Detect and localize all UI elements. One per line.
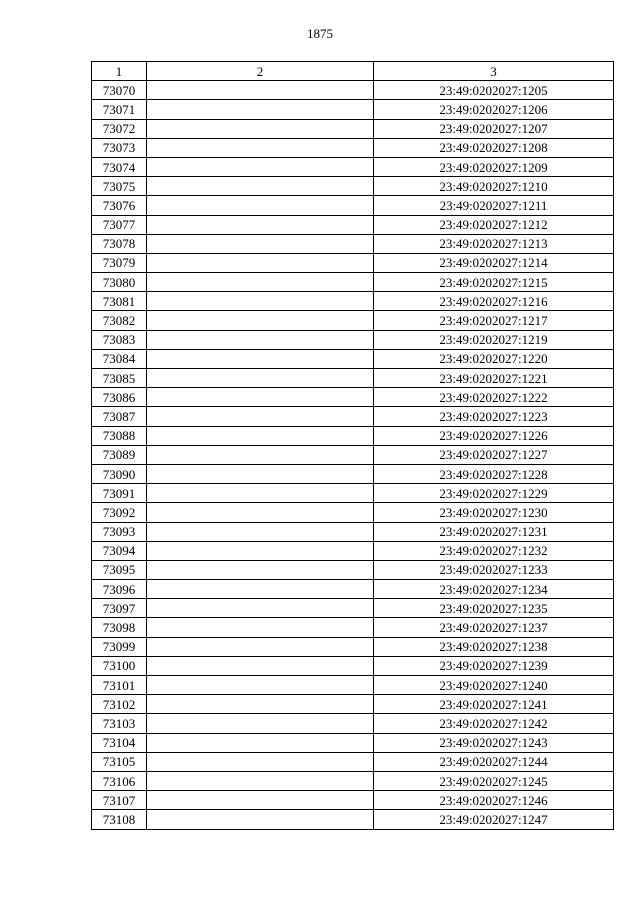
cadastral-number-cell: 23:49:0202027:1227 xyxy=(374,445,614,464)
row-number-cell: 73082 xyxy=(92,311,147,330)
row-number-cell: 73096 xyxy=(92,580,147,599)
row-blank-cell xyxy=(147,676,374,695)
row-blank-cell xyxy=(147,311,374,330)
table-row xyxy=(92,292,614,311)
table-row xyxy=(92,445,614,464)
row-blank-cell xyxy=(147,695,374,714)
table-row xyxy=(92,311,614,330)
table-row xyxy=(92,637,614,656)
row-blank-cell xyxy=(147,196,374,215)
table-row xyxy=(92,234,614,253)
table-row xyxy=(92,100,614,119)
row-number-cell: 73088 xyxy=(92,426,147,445)
table-row xyxy=(92,599,614,618)
table-row xyxy=(92,253,614,272)
table-row xyxy=(92,580,614,599)
table-row xyxy=(92,81,614,100)
row-number-cell: 73095 xyxy=(92,560,147,579)
row-blank-cell xyxy=(147,119,374,138)
cadastral-table xyxy=(91,61,614,830)
row-number-cell: 73077 xyxy=(92,215,147,234)
table-row xyxy=(92,407,614,426)
cadastral-number-cell: 23:49:0202027:1212 xyxy=(374,215,614,234)
table-row xyxy=(92,369,614,388)
page-number: 1875 xyxy=(307,26,333,41)
cadastral-number-cell: 23:49:0202027:1237 xyxy=(374,618,614,637)
row-number-cell: 73093 xyxy=(92,522,147,541)
row-number-cell: 73101 xyxy=(92,676,147,695)
table-row xyxy=(92,503,614,522)
row-number-cell: 73079 xyxy=(92,253,147,272)
row-number-cell: 73080 xyxy=(92,273,147,292)
row-number-cell: 73073 xyxy=(92,138,147,157)
table-row xyxy=(92,714,614,733)
table-row xyxy=(92,464,614,483)
table-row xyxy=(92,656,614,675)
table-row xyxy=(92,215,614,234)
table-row xyxy=(92,541,614,560)
cadastral-number-cell: 23:49:0202027:1244 xyxy=(374,752,614,771)
cadastral-number-cell: 23:49:0202027:1235 xyxy=(374,599,614,618)
cadastral-number-cell: 23:49:0202027:1211 xyxy=(374,196,614,215)
cadastral-number-cell: 23:49:0202027:1240 xyxy=(374,676,614,695)
row-number-cell: 73085 xyxy=(92,369,147,388)
row-blank-cell xyxy=(147,580,374,599)
row-blank-cell xyxy=(147,599,374,618)
row-blank-cell xyxy=(147,426,374,445)
row-number-cell: 73074 xyxy=(92,157,147,176)
row-blank-cell xyxy=(147,541,374,560)
cadastral-number-cell: 23:49:0202027:1209 xyxy=(374,157,614,176)
table-row xyxy=(92,157,614,176)
table-row xyxy=(92,618,614,637)
table-row xyxy=(92,695,614,714)
row-blank-cell xyxy=(147,733,374,752)
row-blank-cell xyxy=(147,445,374,464)
row-number-cell: 73106 xyxy=(92,771,147,790)
cadastral-number-cell: 23:49:0202027:1233 xyxy=(374,560,614,579)
table-row xyxy=(92,119,614,138)
row-number-cell: 73105 xyxy=(92,752,147,771)
row-blank-cell xyxy=(147,330,374,349)
row-number-cell: 73084 xyxy=(92,349,147,368)
cadastral-number-cell: 23:49:0202027:1226 xyxy=(374,426,614,445)
row-number-cell: 73081 xyxy=(92,292,147,311)
cadastral-number-cell: 23:49:0202027:1208 xyxy=(374,138,614,157)
table-row xyxy=(92,810,614,829)
table-row xyxy=(92,138,614,157)
row-number-cell: 73100 xyxy=(92,656,147,675)
table-row xyxy=(92,349,614,368)
cadastral-number-cell: 23:49:0202027:1228 xyxy=(374,464,614,483)
cadastral-number-cell: 23:49:0202027:1243 xyxy=(374,733,614,752)
row-blank-cell xyxy=(147,618,374,637)
row-blank-cell xyxy=(147,273,374,292)
cadastral-number-cell: 23:49:0202027:1219 xyxy=(374,330,614,349)
row-blank-cell xyxy=(147,484,374,503)
cadastral-number-cell: 23:49:0202027:1214 xyxy=(374,253,614,272)
row-blank-cell xyxy=(147,177,374,196)
cadastral-number-cell: 23:49:0202027:1210 xyxy=(374,177,614,196)
cadastral-number-cell: 23:49:0202027:1231 xyxy=(374,522,614,541)
row-blank-cell xyxy=(147,464,374,483)
table-row xyxy=(92,177,614,196)
column-header-2: 2 xyxy=(147,62,374,81)
column-header-1: 1 xyxy=(92,62,147,81)
table-row xyxy=(92,273,614,292)
row-blank-cell xyxy=(147,100,374,119)
cadastral-number-cell: 23:49:0202027:1229 xyxy=(374,484,614,503)
row-blank-cell xyxy=(147,157,374,176)
table-row xyxy=(92,771,614,790)
row-blank-cell xyxy=(147,369,374,388)
table-header-row xyxy=(92,62,614,81)
row-blank-cell xyxy=(147,388,374,407)
cadastral-number-cell: 23:49:0202027:1230 xyxy=(374,503,614,522)
row-number-cell: 73072 xyxy=(92,119,147,138)
table-row xyxy=(92,522,614,541)
table-row xyxy=(92,560,614,579)
row-number-cell: 73098 xyxy=(92,618,147,637)
row-blank-cell xyxy=(147,637,374,656)
cadastral-number-cell: 23:49:0202027:1215 xyxy=(374,273,614,292)
row-blank-cell xyxy=(147,81,374,100)
row-number-cell: 73090 xyxy=(92,464,147,483)
row-number-cell: 73099 xyxy=(92,637,147,656)
row-number-cell: 73089 xyxy=(92,445,147,464)
cadastral-number-cell: 23:49:0202027:1216 xyxy=(374,292,614,311)
cadastral-number-cell: 23:49:0202027:1232 xyxy=(374,541,614,560)
row-blank-cell xyxy=(147,771,374,790)
row-blank-cell xyxy=(147,791,374,810)
row-number-cell: 73076 xyxy=(92,196,147,215)
table-row xyxy=(92,733,614,752)
row-blank-cell xyxy=(147,407,374,426)
row-number-cell: 73078 xyxy=(92,234,147,253)
row-number-cell: 73104 xyxy=(92,733,147,752)
row-blank-cell xyxy=(147,292,374,311)
cadastral-number-cell: 23:49:0202027:1245 xyxy=(374,771,614,790)
table-row xyxy=(92,791,614,810)
row-number-cell: 73086 xyxy=(92,388,147,407)
cadastral-number-cell: 23:49:0202027:1238 xyxy=(374,637,614,656)
cadastral-number-cell: 23:49:0202027:1247 xyxy=(374,810,614,829)
cadastral-number-cell: 23:49:0202027:1222 xyxy=(374,388,614,407)
cadastral-number-cell: 23:49:0202027:1217 xyxy=(374,311,614,330)
cadastral-number-cell: 23:49:0202027:1220 xyxy=(374,349,614,368)
table-row xyxy=(92,426,614,445)
table-body xyxy=(92,81,614,829)
row-number-cell: 73094 xyxy=(92,541,147,560)
row-number-cell: 73102 xyxy=(92,695,147,714)
cadastral-number-cell: 23:49:0202027:1246 xyxy=(374,791,614,810)
cadastral-number-cell: 23:49:0202027:1223 xyxy=(374,407,614,426)
row-number-cell: 73091 xyxy=(92,484,147,503)
row-blank-cell xyxy=(147,522,374,541)
row-blank-cell xyxy=(147,503,374,522)
table-row xyxy=(92,752,614,771)
cadastral-number-cell: 23:49:0202027:1213 xyxy=(374,234,614,253)
table-row xyxy=(92,484,614,503)
row-blank-cell xyxy=(147,752,374,771)
row-number-cell: 73083 xyxy=(92,330,147,349)
cadastral-number-cell: 23:49:0202027:1239 xyxy=(374,656,614,675)
row-number-cell: 73070 xyxy=(92,81,147,100)
row-blank-cell xyxy=(147,253,374,272)
row-number-cell: 73097 xyxy=(92,599,147,618)
row-blank-cell xyxy=(147,234,374,253)
row-blank-cell xyxy=(147,810,374,829)
table-row xyxy=(92,196,614,215)
row-blank-cell xyxy=(147,714,374,733)
column-header-3: 3 xyxy=(374,62,614,81)
row-blank-cell xyxy=(147,656,374,675)
row-blank-cell xyxy=(147,560,374,579)
row-number-cell: 73108 xyxy=(92,810,147,829)
table-row xyxy=(92,330,614,349)
row-number-cell: 73103 xyxy=(92,714,147,733)
cadastral-number-cell: 23:49:0202027:1234 xyxy=(374,580,614,599)
table-row xyxy=(92,388,614,407)
row-blank-cell xyxy=(147,349,374,368)
cadastral-number-cell: 23:49:0202027:1242 xyxy=(374,714,614,733)
cadastral-number-cell: 23:49:0202027:1205 xyxy=(374,81,614,100)
row-number-cell: 73075 xyxy=(92,177,147,196)
row-number-cell: 73107 xyxy=(92,791,147,810)
row-blank-cell xyxy=(147,138,374,157)
cadastral-number-cell: 23:49:0202027:1207 xyxy=(374,119,614,138)
table-row xyxy=(92,676,614,695)
row-number-cell: 73092 xyxy=(92,503,147,522)
cadastral-number-cell: 23:49:0202027:1241 xyxy=(374,695,614,714)
row-number-cell: 73071 xyxy=(92,100,147,119)
row-number-cell: 73087 xyxy=(92,407,147,426)
cadastral-number-cell: 23:49:0202027:1206 xyxy=(374,100,614,119)
cadastral-number-cell: 23:49:0202027:1221 xyxy=(374,369,614,388)
row-blank-cell xyxy=(147,215,374,234)
